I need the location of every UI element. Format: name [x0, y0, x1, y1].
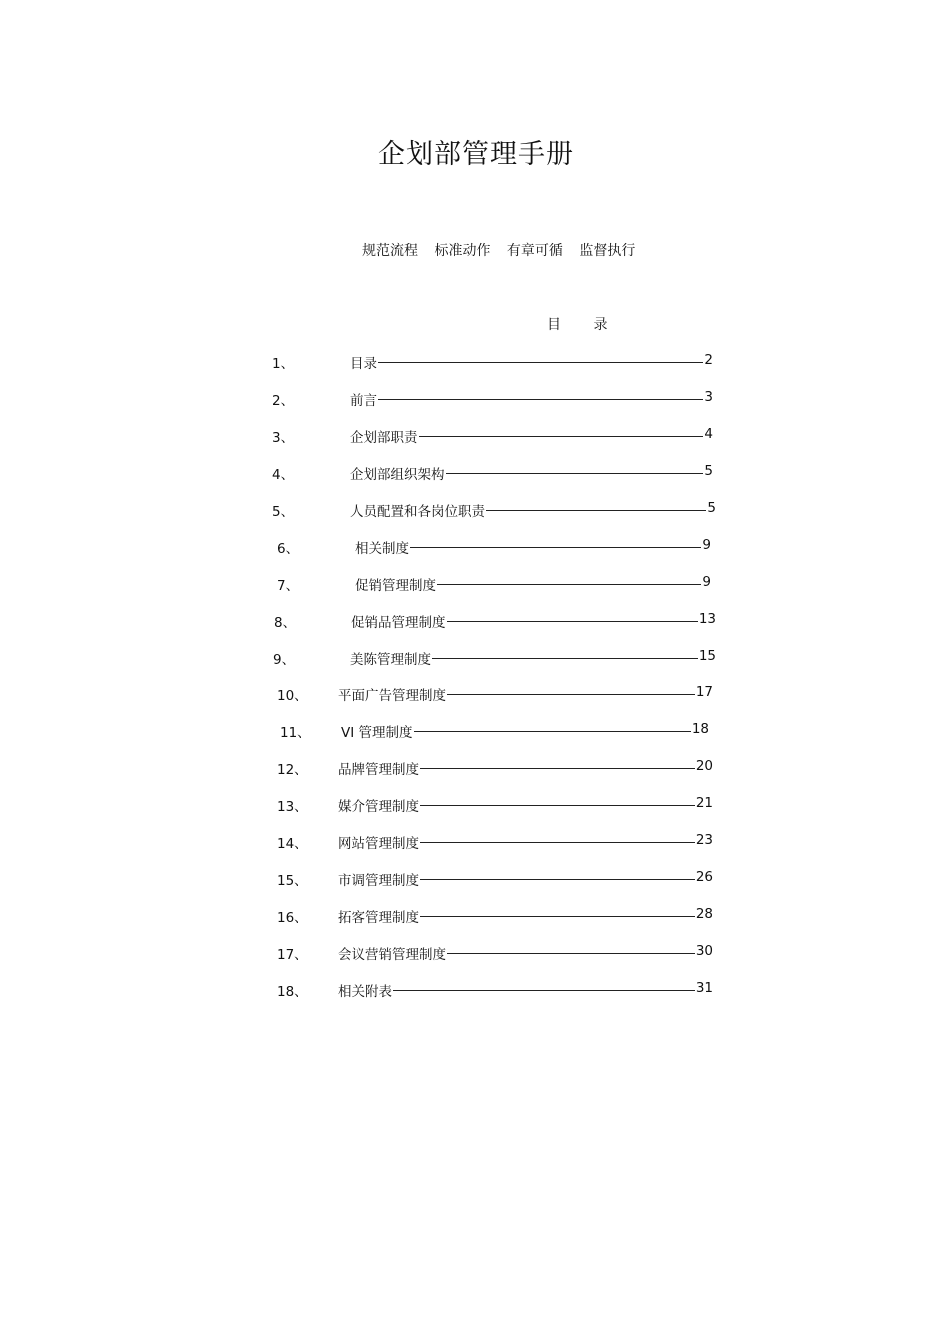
- toc-entry-label: 促销管理制度: [355, 578, 436, 594]
- toc-entry-number: 1、: [272, 356, 295, 372]
- toc-entry-page: 2: [704, 352, 713, 368]
- toc-entry[interactable]: [0, 537, 950, 557]
- leader-line: [420, 768, 695, 769]
- toc-entry[interactable]: [0, 389, 950, 409]
- leader-line: [420, 916, 695, 917]
- toc-entry-page: 30: [695, 943, 713, 959]
- leader-line: [447, 953, 695, 954]
- toc-entry-page: 5: [704, 463, 713, 479]
- toc-entry-page: 18: [691, 721, 709, 737]
- toc-entry-page: 20: [695, 758, 713, 774]
- subtitle-slogans: [362, 240, 647, 260]
- toc-entry-label: 拓客管理制度: [338, 910, 419, 926]
- toc-entry-label: 美陈管理制度: [350, 652, 431, 668]
- leader-line: [447, 621, 698, 622]
- toc-entry-page: 31: [695, 980, 713, 996]
- toc-entry-number: 6、: [277, 541, 300, 557]
- leader-line: [486, 510, 706, 511]
- slogan-item: 规范流程: [362, 243, 418, 259]
- toc-entry-number: 5、: [272, 504, 295, 520]
- toc-entry[interactable]: [0, 906, 950, 926]
- toc-entry[interactable]: [0, 980, 950, 1000]
- toc-entry-number: 18、: [277, 984, 308, 1000]
- toc-entry-label: 品牌管理制度: [338, 762, 419, 778]
- toc-entry-number: 15、: [277, 873, 308, 889]
- leader-line: [410, 547, 701, 548]
- toc-entry-page: 23: [695, 832, 713, 848]
- toc-entry-label: 前言: [350, 393, 377, 409]
- toc-entry[interactable]: [0, 463, 950, 483]
- toc-entry-label: 市调管理制度: [338, 873, 419, 889]
- toc-entry-page: 9: [702, 537, 711, 553]
- leader-line: [414, 731, 691, 732]
- leader-line: [420, 879, 695, 880]
- toc-entry-page: 15: [698, 648, 716, 664]
- toc-entry-number: 11、: [280, 725, 311, 741]
- toc-entry-page: 28: [695, 906, 713, 922]
- toc-entry-page: 13: [698, 611, 716, 627]
- toc-entry-label: 会议营销管理制度: [338, 947, 446, 963]
- toc-entry-label: 平面广告管理制度: [338, 688, 446, 704]
- toc-entry-number: 17、: [277, 947, 308, 963]
- leader-line: [378, 362, 703, 363]
- toc-entry-page: 3: [704, 389, 713, 405]
- toc-entry-label: 企划部职责: [350, 430, 418, 446]
- leader-line: [420, 842, 695, 843]
- toc-entry-number: 9、: [273, 652, 296, 668]
- toc-entry-label: 目录: [350, 356, 377, 372]
- toc-entry[interactable]: [0, 500, 950, 520]
- toc-entry-number: 8、: [274, 615, 297, 631]
- toc-entry-page: 21: [695, 795, 713, 811]
- toc-entry[interactable]: [0, 795, 950, 815]
- toc-entry-page: 17: [695, 684, 713, 700]
- toc-entry[interactable]: [0, 574, 950, 594]
- toc-entry-label: 促销品管理制度: [351, 615, 446, 631]
- slogan-item: 监督执行: [579, 243, 636, 259]
- leader-line: [446, 473, 704, 474]
- toc-entry-page: 4: [704, 426, 713, 442]
- slogan-item: 有章可循: [506, 243, 563, 259]
- toc-entry-label: 相关制度: [355, 541, 409, 557]
- toc-entry-number: 4、: [272, 467, 295, 483]
- leader-line: [432, 658, 698, 659]
- toc-entry[interactable]: [0, 721, 950, 741]
- toc-entry[interactable]: [0, 943, 950, 963]
- toc-entry-label: 企划部组织架构: [350, 467, 445, 483]
- toc-entry-page: 26: [695, 869, 713, 885]
- toc-entry[interactable]: [0, 869, 950, 889]
- toc-entry[interactable]: [0, 758, 950, 778]
- toc-entry-label: VI 管理制度: [341, 725, 413, 741]
- document-title: 企划部管理手册: [378, 139, 574, 170]
- toc-entry[interactable]: [0, 648, 950, 668]
- toc-entry[interactable]: [0, 352, 950, 372]
- leader-line: [447, 694, 695, 695]
- toc-entry-number: 3、: [272, 430, 295, 446]
- leader-line: [419, 436, 704, 437]
- toc-entry-number: 12、: [277, 762, 308, 778]
- toc-entry-label: 网站管理制度: [338, 836, 419, 852]
- toc-entry[interactable]: [0, 611, 950, 631]
- toc-entry[interactable]: [0, 684, 950, 704]
- toc-entry-page: 9: [702, 574, 711, 590]
- toc-entry[interactable]: [0, 426, 950, 446]
- toc-entry-number: 14、: [277, 836, 308, 852]
- toc-entry-label: 人员配置和各岗位职责: [350, 504, 485, 520]
- toc-entry-number: 7、: [277, 578, 300, 594]
- toc-entry-page: 5: [707, 500, 716, 516]
- toc-entry-number: 16、: [277, 910, 308, 926]
- leader-line: [437, 584, 701, 585]
- toc-entry-number: 10、: [277, 688, 308, 704]
- toc-entry-number: 13、: [277, 799, 308, 815]
- toc-entry-number: 2、: [272, 393, 295, 409]
- toc-heading: 目 录: [547, 317, 622, 333]
- leader-line: [378, 399, 703, 400]
- slogan-item: 标准动作: [434, 243, 491, 259]
- toc-entry-label: 媒介管理制度: [338, 799, 419, 815]
- leader-line: [393, 990, 695, 991]
- toc-entry[interactable]: [0, 832, 950, 852]
- leader-line: [420, 805, 695, 806]
- toc-entry-label: 相关附表: [338, 984, 392, 1000]
